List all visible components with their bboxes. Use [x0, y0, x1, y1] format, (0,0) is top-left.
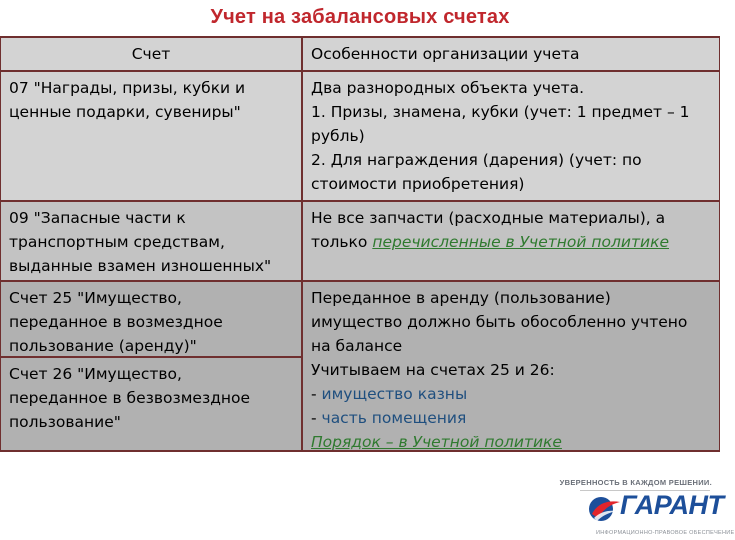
garant-brand-name: ГАРАНТ — [620, 490, 724, 520]
garant-logo-icon — [588, 494, 622, 524]
accounting-policy-link[interactable]: перечисленные в Учетной политике — [372, 233, 669, 251]
table-row-07-features: Два разнородных объекта учета. 1. Призы, знамена, кубки (учет: 1 предмет – 1 рубль) 2. Для награждения (дарения) (учет: по стоимости приобретения) — [303, 72, 719, 200]
order-policy-link[interactable]: Порядок – в Учетной политике — [311, 433, 562, 451]
table-row-25-account: Счет 25 "Имущество, переданное в возмездное пользование (аренду)" — [1, 282, 301, 356]
garant-brand-subtitle: ИНФОРМАЦИОННО-ПРАВОВОЕ ОБЕСПЕЧЕНИЕ — [596, 530, 735, 536]
bullet-treasury-property: - имущество казны — [311, 385, 468, 403]
header-features: Особенности организации учета — [303, 38, 719, 70]
table-row-09-features: Не все запчасти (расходные материалы), а только перечисленные в Учетной политике — [303, 202, 719, 280]
garant-tagline: УВЕРЕННОСТЬ В КАЖДОМ РЕШЕНИИ. — [559, 478, 712, 487]
header-account: Счет — [1, 38, 301, 70]
table-row-09-account: 09 "Запасные части к транспортным средствам, выданные взамен изношенных" — [1, 202, 301, 280]
accounts-table — [0, 36, 720, 452]
slide-title: Учет на забалансовых счетах — [210, 6, 510, 28]
bullet-premises-part: - часть помещения — [311, 409, 467, 427]
table-row-25-26-features: Переданное в аренду (пользование) имущество должно быть обособленно учтено на балансе Учитываем на счетах 25 и 26: - имущество казны - часть помещения Порядок – в Учетной политике — [303, 282, 719, 450]
table-row-26-account: Счет 26 "Имущество, переданное в безвозмездное пользование" — [1, 358, 301, 450]
table-row-07-account: 07 "Награды, призы, кубки и ценные подарки, сувениры" — [1, 72, 301, 200]
